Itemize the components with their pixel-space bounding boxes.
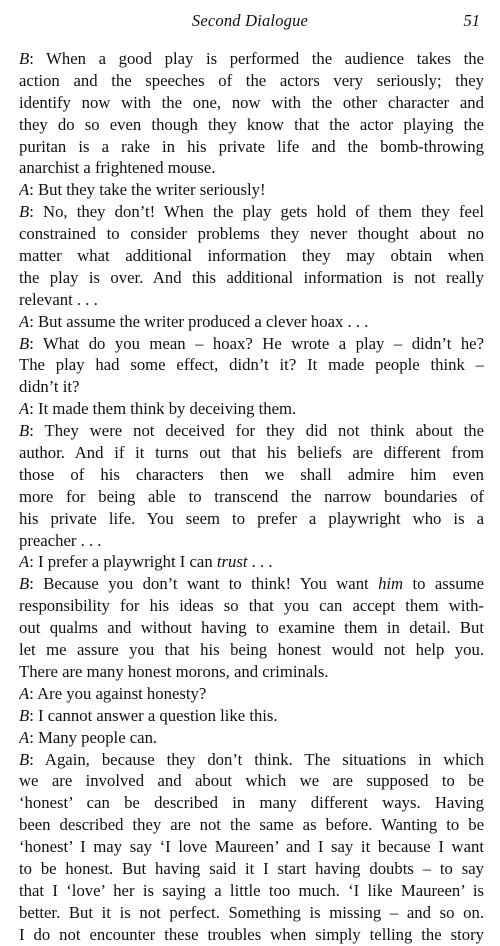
line-text: author. And if it turns out that his beliefs are different from — [19, 443, 484, 463]
line-text: identify now with the one, now with the other character and — [19, 92, 484, 112]
line-text: : I prefer a playwright I can — [29, 552, 217, 572]
speaker-label: A — [19, 552, 30, 572]
line-text: that I ‘love’ her is saying a little too much. ‘I like Maureen’ is — [19, 880, 484, 900]
line-text: been described they are not the same as before. Wanting to be — [19, 815, 484, 835]
text-line — [19, 880, 484, 902]
line-text: The play had some effect, didn’t it? It made people think – — [19, 355, 484, 375]
speaker-label: B — [19, 333, 30, 353]
line-text: anarchist a frightened mouse. — [19, 158, 216, 178]
speaker-label: A — [19, 311, 30, 331]
page-number: 51 — [463, 11, 480, 30]
text-line — [19, 683, 484, 705]
text-line — [19, 924, 484, 946]
speaker-label: A — [19, 727, 30, 747]
line-text: : When a good play is performed the audience takes the — [29, 49, 484, 68]
line-text: out qualms and without having to examine them in detail. But — [19, 618, 484, 638]
line-text: didn’t it? — [19, 377, 80, 397]
speaker-label: B — [19, 705, 30, 725]
line-text: we are involved and about which we are supposed to be — [19, 771, 484, 791]
line-text: : I cannot answer a question like this. — [29, 705, 278, 725]
speaker-label: B — [19, 202, 30, 222]
text-line — [19, 486, 484, 508]
line-text: his private life. You seem to prefer a playwright who is a — [19, 508, 484, 528]
line-text: to be honest. But having said it I start having doubts – to say — [19, 858, 484, 878]
speaker-label: B — [19, 49, 30, 68]
text-line — [19, 573, 484, 595]
speaker-label: A — [19, 180, 30, 200]
text-line — [19, 311, 484, 333]
speaker-label: A — [19, 683, 30, 703]
line-text: : Because you don’t want to think! You want — [29, 574, 379, 594]
text-line — [19, 48, 484, 70]
text-line — [19, 376, 484, 398]
speaker-label: B — [19, 749, 30, 769]
text-line — [19, 530, 484, 552]
text-line — [19, 705, 484, 727]
line-text: they do so even though they know that the actor playing the — [19, 114, 484, 134]
line-text: I do not encounter these troubles when simply telling the story — [19, 924, 484, 944]
text-line — [19, 179, 484, 201]
text-line — [19, 157, 484, 179]
text-line — [19, 661, 484, 683]
line-text: There are many honest morons, and criminals. — [19, 661, 329, 681]
text-line — [19, 617, 484, 639]
text-line — [19, 201, 484, 223]
line-text: the play is over. And this additional information is not really — [19, 267, 484, 287]
line-text: ‘honest’ can be described in many different ways. Having — [19, 793, 484, 813]
line-text-continued: . . . — [247, 552, 273, 572]
text-line — [19, 727, 484, 749]
running-title: Second Dialogue — [191, 11, 309, 30]
emphasized-word: him — [378, 574, 404, 594]
line-text: : But they take the writer seriously! — [29, 180, 266, 200]
text-line — [19, 354, 484, 376]
text-line — [19, 398, 484, 420]
line-text: : It made them think by deceiving them. — [29, 399, 297, 419]
line-text: : They were not deceived for they did not think about the — [29, 421, 484, 441]
text-line — [19, 245, 484, 267]
text-line — [19, 836, 484, 858]
line-text: : What do you mean – hoax? He wrote a play – didn’t he? — [29, 333, 484, 353]
text-line — [19, 595, 484, 617]
text-line — [19, 136, 484, 158]
line-text: : No, they don’t! When the play gets hold of them they feel — [29, 202, 484, 222]
line-text: relevant . . . — [19, 289, 98, 309]
line-text: : Again, because they don’t think. The situations in which — [29, 749, 484, 769]
line-text: : Are you against honesty? — [29, 683, 207, 703]
line-text: : But assume the writer produced a clever hoax . . . — [29, 311, 369, 331]
text-line — [19, 267, 484, 289]
line-text: action and the speeches of the actors very seriously; they — [19, 70, 484, 90]
line-text: those of his characters then we shall admire him even — [19, 464, 484, 484]
line-text: more for being able to transcend the narrow boundaries of — [19, 486, 484, 506]
running-head — [20, 11, 480, 35]
text-line — [19, 289, 484, 311]
line-text: ‘honest’ I may say ‘I love Maureen’ and I say it because I want — [19, 837, 484, 857]
speaker-label: A — [19, 399, 30, 419]
speaker-label: B — [19, 574, 30, 594]
text-line — [19, 902, 484, 924]
line-text: let me assure you that his being honest would not help you. — [19, 640, 484, 660]
text-line — [19, 92, 484, 114]
speaker-label: B — [19, 421, 30, 441]
line-text: constrained to consider problems they never thought about no — [19, 224, 484, 244]
text-line — [19, 770, 484, 792]
emphasized-word: trust — [216, 552, 248, 572]
line-text: : Many people can. — [29, 727, 158, 747]
text-line — [19, 114, 484, 136]
line-text: preacher . . . — [19, 530, 102, 550]
text-line — [19, 70, 484, 92]
text-line — [19, 333, 484, 355]
text-line — [19, 639, 484, 661]
text-line — [19, 749, 484, 771]
line-text: responsibility for his ideas so that you can accept them with- — [19, 596, 484, 616]
line-text: better. But it is not perfect. Something is missing – and so on. — [19, 902, 484, 922]
line-text: puritan is a rake in his private life and the bomb-throwing — [19, 136, 484, 156]
text-line — [19, 508, 484, 530]
line-text-continued: to assume — [403, 574, 484, 594]
text-line — [19, 223, 484, 245]
text-line — [19, 858, 484, 880]
text-line — [19, 420, 484, 442]
text-line — [19, 442, 484, 464]
text-line — [19, 551, 484, 573]
line-text: matter what additional information they may obtain when — [19, 246, 484, 266]
text-line — [19, 814, 484, 836]
text-line — [19, 464, 484, 486]
